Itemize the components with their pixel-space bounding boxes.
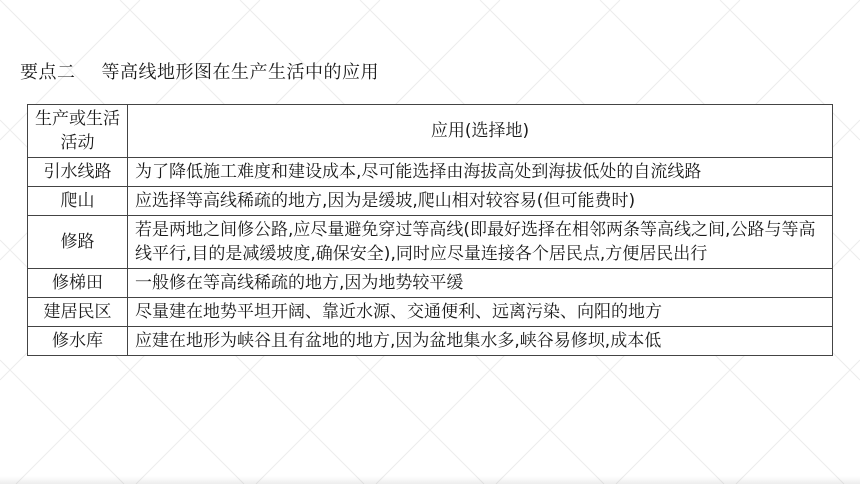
cell-use: 若是两地之间修公路,应尽量避免穿过等高线(即最好选择在相邻两条等高线之间,公路与等高线平行,目的是减缓坡度,确保安全),同时应尽量连接各个居民点,方便居民出行 [128, 216, 833, 269]
header-use: 应用(选择地) [128, 105, 833, 158]
title-section-label: 要点二 [20, 62, 76, 83]
bottom-shadow [0, 476, 860, 484]
cell-activity: 修梯田 [28, 269, 128, 298]
cell-activity: 引水线路 [28, 158, 128, 187]
cell-use: 为了降低施工难度和建设成本,尽可能选择由海拔高处到海拔低处的自流线路 [128, 158, 833, 187]
cell-activity: 建居民区 [28, 298, 128, 327]
cell-activity: 修路 [28, 216, 128, 269]
table-row [28, 216, 833, 269]
table-row [28, 327, 833, 356]
table-row [28, 269, 833, 298]
cell-activity: 爬山 [28, 187, 128, 216]
page-title [20, 58, 379, 84]
cell-use: 一般修在等高线稀疏的地方,因为地势较平缓 [128, 269, 833, 298]
cell-use: 尽量建在地势平坦开阔、靠近水源、交通便利、远离污染、向阳的地方 [128, 298, 833, 327]
table-row [28, 158, 833, 187]
cell-use: 应选择等高线稀疏的地方,因为是缓坡,爬山相对较容易(但可能费时) [128, 187, 833, 216]
application-table [27, 104, 833, 356]
table-header-row [28, 105, 833, 158]
header-activity: 生产或生活活动 [28, 105, 128, 158]
table-row [28, 187, 833, 216]
title-text: 等高线地形图在生产生活中的应用 [101, 62, 379, 83]
table-row [28, 298, 833, 327]
cell-activity: 修水库 [28, 327, 128, 356]
cell-use: 应建在地形为峡谷且有盆地的地方,因为盆地集水多,峡谷易修坝,成本低 [128, 327, 833, 356]
